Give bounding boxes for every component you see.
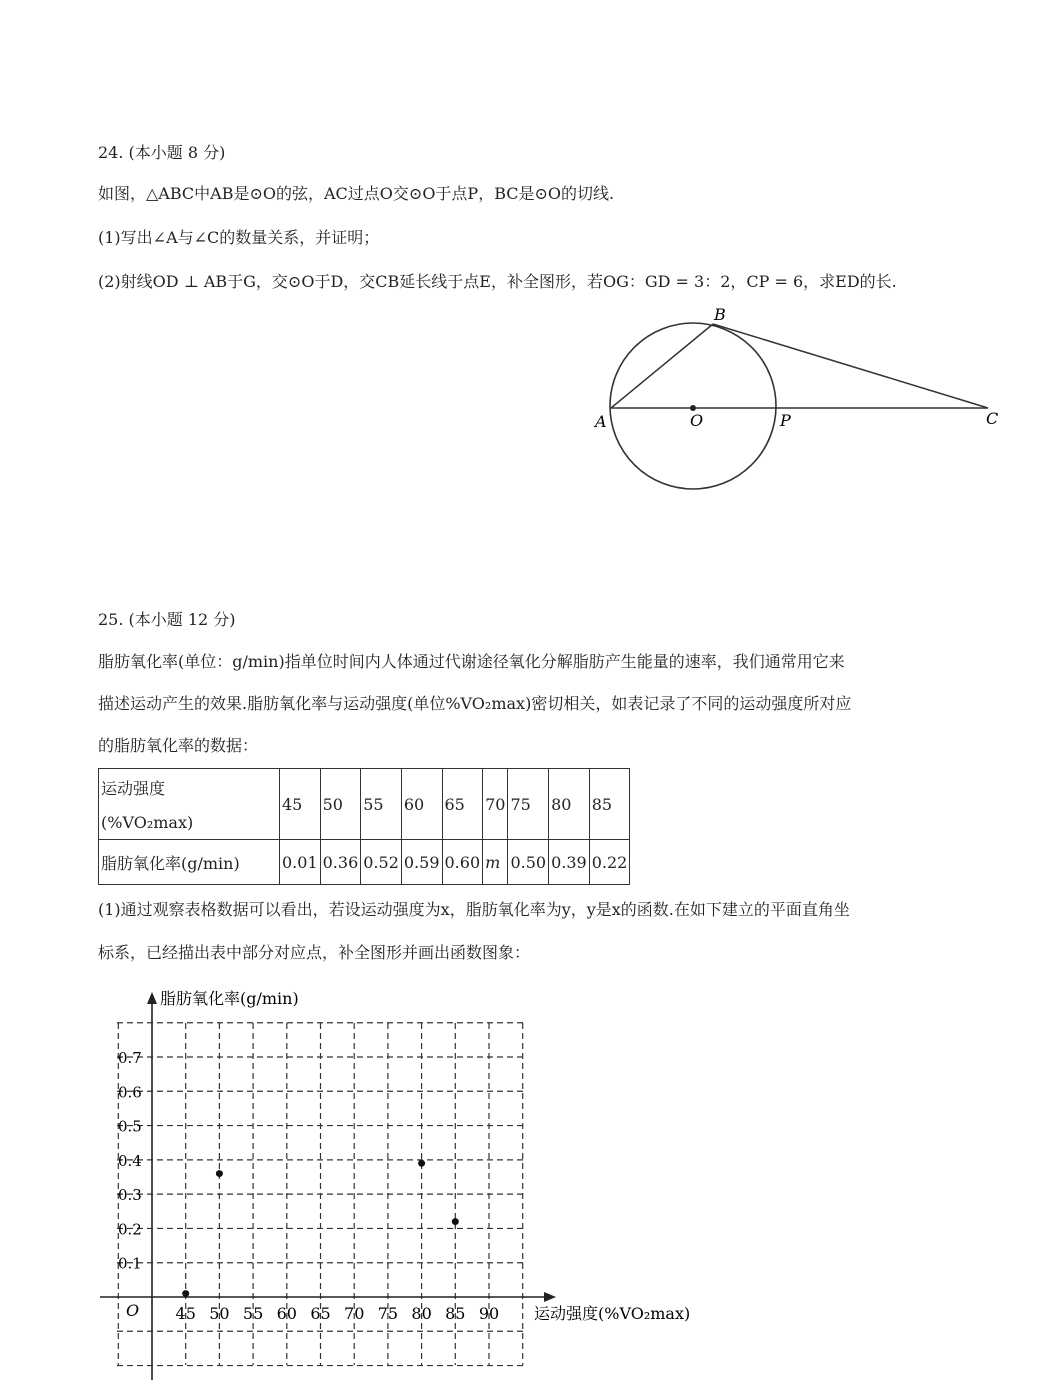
x-axis-arrow-icon — [544, 1292, 556, 1302]
table-cell: 0.60 — [442, 840, 483, 885]
q24-line: (1)写出∠A与∠C的数量关系，并证明； — [98, 228, 380, 247]
x-tick-label: 85 — [445, 1304, 466, 1323]
data-point — [452, 1218, 459, 1225]
x-tick-label: 55 — [242, 1304, 264, 1323]
data-point — [418, 1160, 425, 1167]
table-cell: 60 — [401, 769, 442, 840]
q24-line: 如图，△ABC中AB是⊙O的弦，AC过点O交⊙O于点P，BC是⊙O的切线. — [98, 184, 615, 203]
x-tick-label: 80 — [411, 1304, 432, 1323]
geometry-figure — [0, 0, 1061, 520]
row-header-line: (%VO₂max) — [101, 813, 194, 832]
x-tick-label: 65 — [310, 1304, 331, 1323]
table-cell: 65 — [442, 769, 483, 840]
row-header: 脂肪氧化率(g/min) — [99, 840, 280, 885]
q25-line: 的脂肪氧化率的数据： — [98, 736, 259, 755]
y-axis-arrow-icon — [147, 992, 157, 1004]
q25-header: 25. (本小题 12 分) — [98, 610, 236, 629]
row-header — [99, 769, 280, 840]
table-cell: 0.01 — [280, 840, 321, 885]
q25-line: 描述运动产生的效果.脂肪氧化率与运动强度(单位%VO₂max)密切相关，如表记录了不同的运动强度所对应 — [98, 694, 852, 713]
y-axis-label: 脂肪氧化率(g/min) — [160, 989, 299, 1008]
table-cell: 0.39 — [549, 840, 590, 885]
q25-part1-line: 标系，已经描出表中部分对应点，补全图形并画出函数图象： — [98, 943, 531, 962]
y-tick-label: 0.7 — [118, 1049, 142, 1067]
label-o: O — [690, 411, 704, 430]
coordinate-chart — [0, 980, 1061, 1390]
y-tick-label: 0.4 — [118, 1151, 142, 1170]
table-cell: 50 — [320, 769, 361, 840]
table-cell: 55 — [361, 769, 402, 840]
x-tick-label: 45 — [175, 1304, 196, 1323]
data-point — [182, 1290, 189, 1297]
table-cell: 0.59 — [401, 840, 442, 885]
table-cell: 0.22 — [589, 840, 630, 885]
x-tick-label: 50 — [209, 1304, 230, 1323]
y-tick-label: 0.3 — [118, 1186, 142, 1205]
y-tick-label: 0.6 — [118, 1083, 142, 1102]
data-table — [98, 768, 630, 885]
segment-bc — [713, 324, 988, 408]
y-tick-label: 0.1 — [118, 1254, 142, 1273]
x-tick-label: 70 — [344, 1304, 365, 1323]
x-axis-label: 运动强度(%VO₂max) — [534, 1304, 691, 1323]
data-point — [216, 1170, 223, 1177]
table-cell: 0.50 — [508, 840, 549, 885]
table-cell: 85 — [589, 769, 630, 840]
label-b: B — [714, 305, 726, 324]
x-tick-label: 90 — [478, 1304, 500, 1323]
row-header-line: 运动强度 — [101, 779, 166, 798]
table-cell: 70 — [483, 769, 508, 840]
table-cell: 45 — [280, 769, 321, 840]
label-a: A — [595, 412, 607, 431]
origin-label: O — [126, 1301, 140, 1320]
table-cell: 0.52 — [361, 840, 402, 885]
label-p: P — [780, 411, 791, 430]
y-tick-label: 0.2 — [118, 1220, 142, 1239]
x-tick-label: 75 — [377, 1304, 399, 1323]
table-cell: 80 — [549, 769, 590, 840]
table-cell: 75 — [508, 769, 549, 840]
q25-part1-line: (1)通过观察表格数据可以看出，若设运动强度为x，脂肪氧化率为y，y是x的函数.在如下建立的平面直角坐 — [98, 900, 850, 919]
table-row — [99, 769, 630, 840]
segment-ab — [611, 324, 713, 408]
q24-header: 24. (本小题 8 分) — [98, 143, 226, 162]
q24-line: (2)射线OD ⊥ AB于G，交⊙O于D，交CB延长线于点E，补全图形，若OG：GD = 3：2，CP = 6，求ED的长. — [98, 272, 897, 291]
table-row — [99, 840, 630, 885]
table-cell: m — [483, 840, 508, 885]
label-c: C — [986, 409, 999, 428]
y-tick-label: 0.5 — [118, 1117, 142, 1136]
x-tick-label: 60 — [276, 1304, 297, 1323]
table-cell: 0.36 — [320, 840, 361, 885]
q25-line: 脂肪氧化率(单位：g/min)指单位时间内人体通过代谢途径氧化分解脂肪产生能量的速率，我们通常用它来 — [98, 652, 845, 671]
